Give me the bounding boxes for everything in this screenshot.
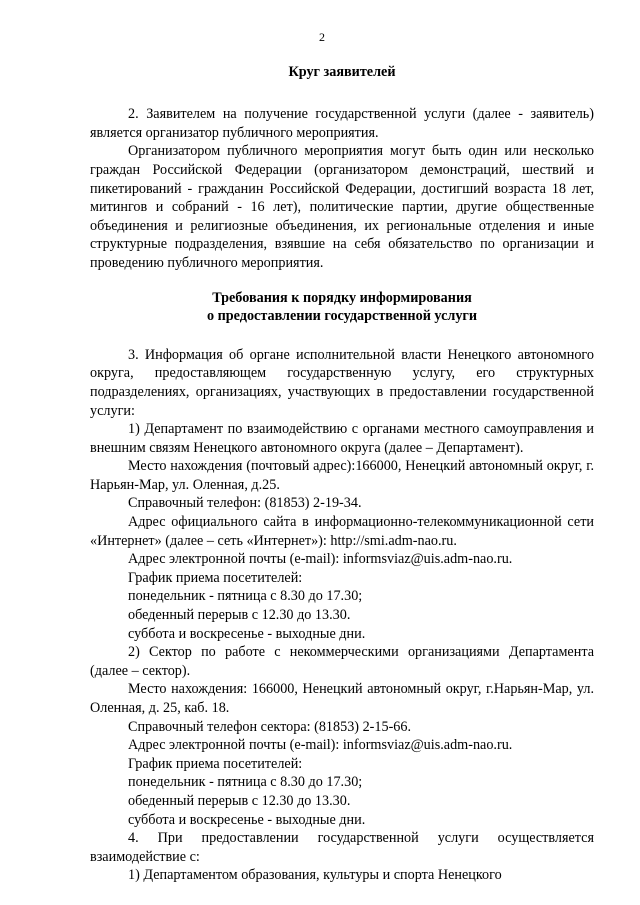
section-heading-applicants: Круг заявителей (288, 63, 396, 80)
heading-line-1: Требования к порядку информирования (212, 289, 472, 306)
paragraph-interaction-item-1: 1) Департаментом образования, культуры и спорта Ненецкого (128, 867, 502, 884)
sector-address: Место нахождения: 166000, Ненецкий автономный округ, г.Нарьян-Мар, ул. Оленная, д. 25, каб. 18. (90, 681, 594, 716)
department-address: Место нахождения (почтовый адрес):166000, Ненецкий автономный округ, г. Нарьян-Мар, ул. Оленная, д.25. (90, 458, 594, 493)
section-heading-information-requirements (90, 289, 594, 326)
paragraph-interaction: 4. При предоставлении государственной услуги осуществляется взаимодействие с: (90, 830, 594, 865)
paragraph-sector: 2) Сектор по работе с некоммерческими организациями Департамента (далее – сектор). (90, 644, 594, 679)
paragraph-department: 1) Департамент по взаимодействию с органами местного самоуправления и внешним связям Ненецкого автономного округа (далее – Департамент). (90, 421, 594, 456)
sector-phone: Справочный телефон сектора: (81853) 2-15-66. (128, 718, 412, 735)
paragraph-applicant-definition: 2. Заявителем на получение государственной услуги (далее - заявитель) является организатор публичного мероприятия. (90, 106, 594, 141)
department-schedule-lunch: обеденный перерыв с 12.30 до 13.30. (128, 607, 351, 624)
department-phone: Справочный телефон: (81853) 2-19-34. (128, 495, 362, 512)
page-number: 2 (319, 30, 325, 44)
department-email: Адрес электронной почты (e-mail): informsviaz@uis.adm-nao.ru. (128, 551, 513, 568)
department-schedule-title: График приема посетителей: (128, 569, 303, 586)
sector-schedule-title: График приема посетителей: (128, 755, 303, 772)
department-website: Адрес официального сайта в информационно-телекоммуникационной сети «Интернет» (далее – сеть «Интернет»): http://smi.adm-nao.ru. (90, 514, 594, 549)
paragraph-info-intro: 3. Информация об органе исполнительной власти Ненецкого автономного округа, предоставляющем государственную услугу, его структурных подразделениях, организациях, участвующих в предоставлении государственной услуги: (90, 346, 594, 419)
department-schedule-weekend: суббота и воскресенье - выходные дни. (128, 625, 366, 642)
paragraph-organizers: Организатором публичного мероприятия могут быть один или несколько граждан Российской Федерации (организатором демонстраций, шествий и пикетирований - гражданин Российской Федерации, достигший возраста 18 лет, митингов и собраний - 16 лет), политические партии, другие общественные объединения и религиозные объединения, их региональные отделения и иные структурные подразделения, взявшие на себя обязательство по организации и проведению публичного мероприятия. (90, 143, 594, 271)
department-schedule-weekdays: понедельник - пятница с 8.30 до 17.30; (128, 588, 363, 605)
heading-line-2: о предоставлении государственной услуги (206, 308, 478, 325)
sector-schedule-lunch: обеденный перерыв с 12.30 до 13.30. (128, 792, 351, 809)
sector-schedule-weekend: суббота и воскресенье - выходные дни. (128, 811, 366, 828)
sector-schedule-weekdays: понедельник - пятница с 8.30 до 17.30; (128, 774, 363, 791)
sector-email: Адрес электронной почты (e-mail): informsviaz@uis.adm-nao.ru. (128, 737, 513, 754)
